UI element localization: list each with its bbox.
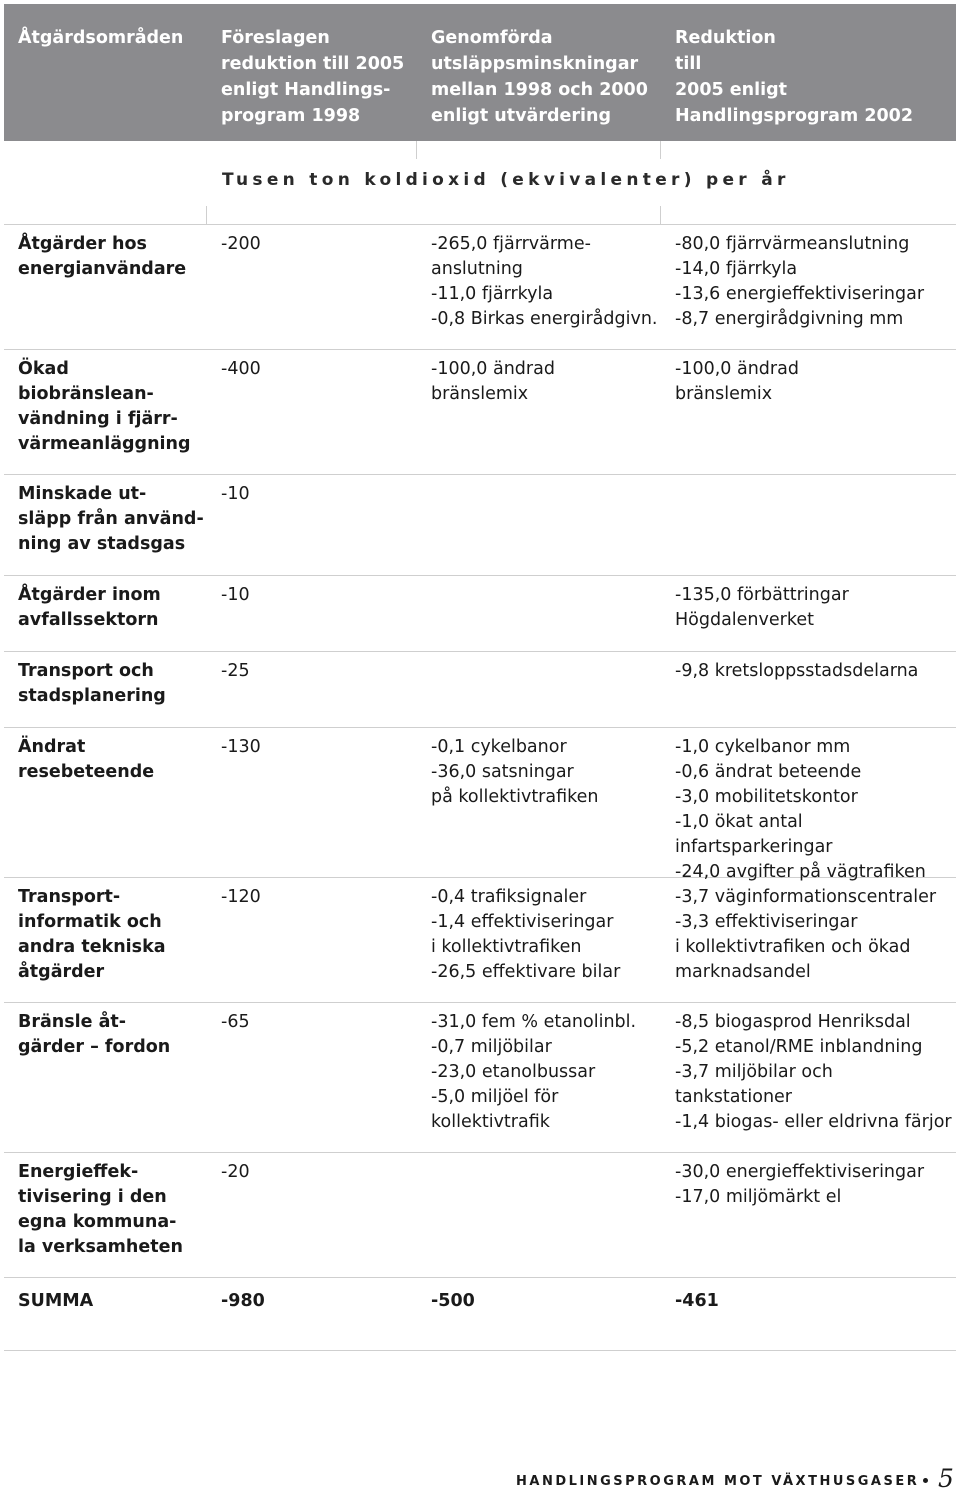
column-tick — [206, 206, 207, 224]
row-reduction: -135,0 förbättringar Högdalenverket — [675, 585, 849, 630]
summary-achieved: -500 — [431, 1291, 475, 1311]
row-reduction: -100,0 ändrad bränslemix — [675, 359, 799, 404]
table-row — [4, 576, 956, 652]
row-area: Åtgärder hos energianvändare — [18, 234, 187, 279]
summary-reduction: -461 — [675, 1291, 719, 1311]
summary-row — [4, 1278, 956, 1351]
row-area: Ändrat resebeteende — [18, 737, 155, 782]
row-proposed: -120 — [221, 887, 261, 907]
column-tick — [660, 206, 661, 224]
running-footer — [516, 1474, 938, 1489]
row-proposed: -25 — [221, 661, 250, 681]
column-tick — [660, 141, 661, 159]
row-reduction: -9,8 kretsloppsstadsdelarna — [675, 661, 919, 681]
table-row — [4, 225, 956, 350]
table-header — [4, 4, 956, 141]
row-area: Ökad biobränslean- vändning i fjärr- värmeanläggning — [18, 359, 191, 454]
row-reduction: -3,7 väginformationscentraler -3,3 effektiviseringar i kollektivtrafiken och ökad marknadsandel — [675, 887, 937, 982]
table-row — [4, 1003, 956, 1153]
header-col-area: Åtgärdsområden — [18, 28, 184, 48]
summary-label: SUMMA — [18, 1291, 94, 1311]
row-proposed: -200 — [221, 234, 261, 254]
table-row — [4, 350, 956, 475]
row-area: Bränsle åt- gärder – fordon — [18, 1012, 171, 1057]
column-tick — [416, 141, 417, 159]
row-proposed: -130 — [221, 737, 261, 757]
row-reduction: -30,0 energieffektiviseringar -17,0 miljömärkt el — [675, 1162, 925, 1207]
unit-row — [4, 141, 956, 225]
row-achieved: -0,4 trafiksignaler -1,4 effektiviseringar i kollektivtrafiken -26,5 effektivare bilar — [431, 887, 621, 982]
row-achieved: -265,0 fjärrvärme- anslutning -11,0 fjärrkyla -0,8 Birkas energirådgivn. — [431, 234, 658, 329]
row-proposed: -20 — [221, 1162, 250, 1182]
row-reduction: -1,0 cykelbanor mm -0,6 ändrat beteende -3,0 mobilitetskontor -1,0 ökat antal infartsparkeringar -24,0 avgifter på vägtrafiken — [675, 737, 926, 882]
row-achieved: -31,0 fem % etanolinbl. -0,7 miljöbilar -23,0 etanolbussar -5,0 miljöel för kollektivtrafik — [431, 1012, 637, 1132]
table-row — [4, 475, 956, 576]
row-proposed: -10 — [221, 484, 250, 504]
table-row — [4, 652, 956, 728]
unit-label: Tusen ton koldioxid (ekvivalenter) per år — [222, 170, 790, 190]
table-row — [4, 1153, 956, 1278]
table-row — [4, 728, 956, 882]
table-row — [4, 878, 956, 1003]
row-proposed: -65 — [221, 1012, 250, 1032]
header-col-reduction: Reduktion till 2005 enligt Handlingsprogram 2002 — [675, 28, 914, 126]
row-achieved: -0,1 cykelbanor -36,0 satsningar på kollektivtrafiken — [431, 737, 599, 807]
row-reduction: -8,5 biogasprod Henriksdal -5,2 etanol/RME inblandning -3,7 miljöbilar och tankstationer -1,4 biogas- eller eldrivna färjor — [675, 1012, 952, 1132]
row-proposed: -400 — [221, 359, 261, 379]
page-number: 5 — [938, 1464, 954, 1493]
reduction-table — [4, 4, 956, 1351]
row-area: Energieffek- tivisering i den egna kommuna- la verksamheten — [18, 1162, 183, 1257]
row-achieved: -100,0 ändrad bränslemix — [431, 359, 555, 404]
header-col-proposed: Föreslagen reduktion till 2005 enligt Handlings- program 1998 — [221, 28, 405, 126]
row-reduction: -80,0 fjärrvärmeanslutning -14,0 fjärrkyla -13,6 energieffektiviseringar -8,7 energirådgivning mm — [675, 234, 925, 329]
row-area: Transport och stadsplanering — [18, 661, 166, 706]
header-col-achieved: Genomförda utsläppsminskningar mellan 1998 och 2000 enligt utvärdering — [431, 28, 648, 126]
row-area: Minskade ut- släpp från använd- ning av stadsgas — [18, 484, 204, 554]
bullet-icon — [923, 1478, 928, 1483]
row-area: Åtgärder inom avfallssektorn — [18, 585, 161, 630]
row-area: Transport- informatik och andra tekniska åtgärder — [18, 887, 166, 982]
row-proposed: -10 — [221, 585, 250, 605]
summary-proposed: -980 — [221, 1291, 265, 1311]
footer-text: HANDLINGSPROGRAM MOT VÄXTHUSGASER — [516, 1474, 920, 1489]
